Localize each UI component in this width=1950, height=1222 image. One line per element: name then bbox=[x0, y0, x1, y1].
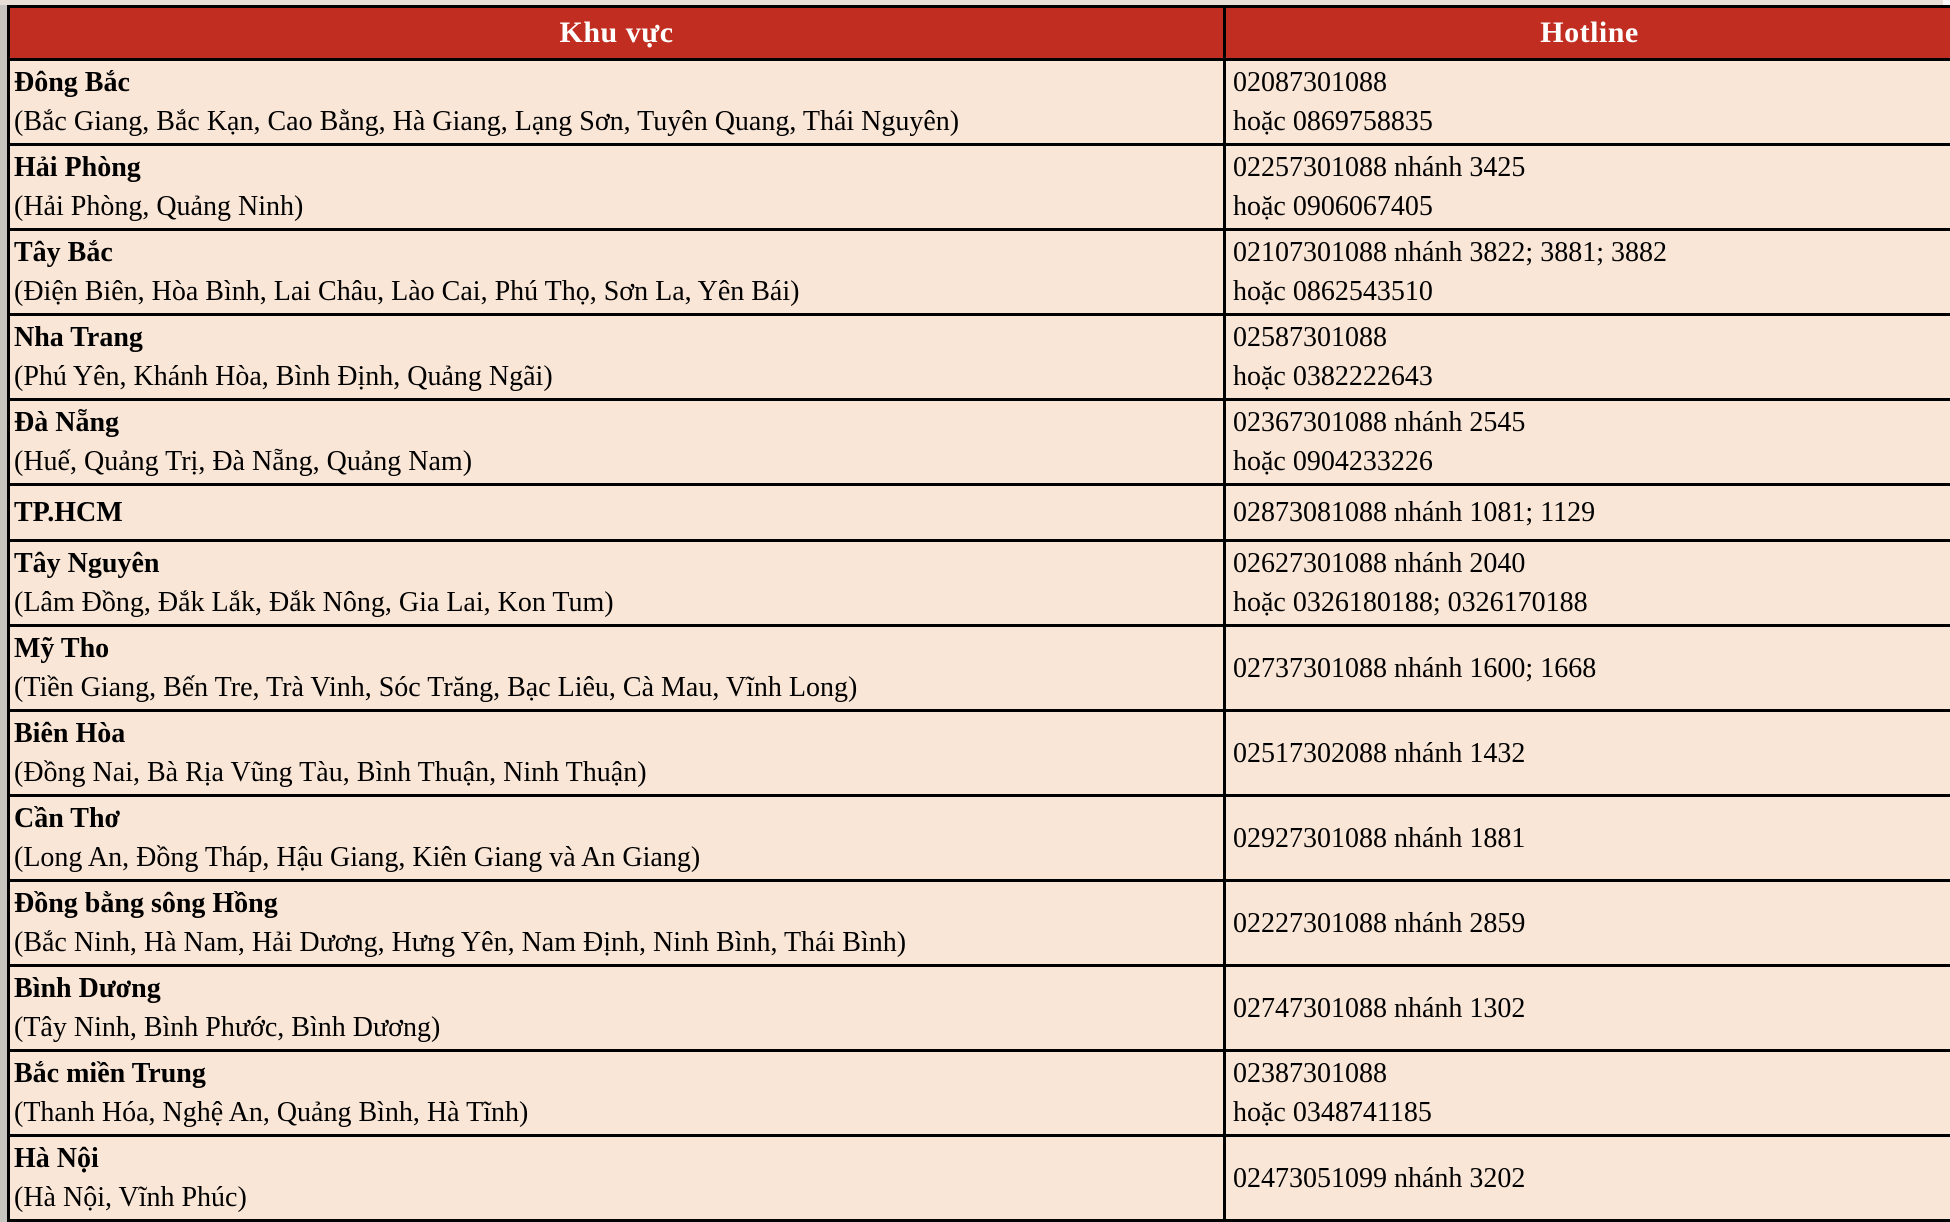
region-name: Hà Nội bbox=[14, 1139, 1215, 1178]
hotline-number: 02107301088 nhánh 3822; 3881; 3882 bbox=[1233, 233, 1945, 272]
region-cell bbox=[9, 1136, 1225, 1221]
hotline-number: 02387301088 bbox=[1233, 1054, 1945, 1093]
region-cell bbox=[9, 230, 1225, 315]
table-row bbox=[9, 881, 1950, 966]
region-name: Tây Bắc bbox=[14, 233, 1215, 272]
hotline-cell bbox=[1225, 315, 1950, 400]
region-cell bbox=[9, 966, 1225, 1051]
province-list: (Long An, Đồng Tháp, Hậu Giang, Kiên Giang và An Giang) bbox=[14, 838, 1215, 877]
region-name: Nha Trang bbox=[14, 318, 1215, 357]
region-cell bbox=[9, 881, 1225, 966]
hotline-alternate-number: hoặc 0906067405 bbox=[1233, 187, 1945, 226]
hotline-cell bbox=[1225, 60, 1950, 145]
table-row bbox=[9, 400, 1950, 485]
hotline-cell bbox=[1225, 796, 1950, 881]
hotline-cell bbox=[1225, 881, 1950, 966]
hotline-cell bbox=[1225, 966, 1950, 1051]
province-list: (Phú Yên, Khánh Hòa, Bình Định, Quảng Ngãi) bbox=[14, 357, 1215, 396]
hotline-number: 02257301088 nhánh 3425 bbox=[1233, 148, 1945, 187]
hotline-number: 02087301088 bbox=[1233, 63, 1945, 102]
hotline-table bbox=[7, 5, 1950, 1222]
table-row bbox=[9, 485, 1950, 541]
hotline-cell bbox=[1225, 485, 1950, 541]
hotline-alternate-number: hoặc 0348741185 bbox=[1233, 1093, 1945, 1132]
hotline-cell bbox=[1225, 541, 1950, 626]
region-name: Tây Nguyên bbox=[14, 544, 1215, 583]
hotline-number: 02227301088 nhánh 2859 bbox=[1233, 904, 1945, 943]
region-name: Biên Hòa bbox=[14, 714, 1215, 753]
region-cell bbox=[9, 60, 1225, 145]
table-row bbox=[9, 315, 1950, 400]
region-name: Bình Dương bbox=[14, 969, 1215, 1008]
hotline-number: 02627301088 nhánh 2040 bbox=[1233, 544, 1945, 583]
region-name: TP.HCM bbox=[14, 493, 1215, 532]
province-list: (Lâm Đồng, Đắk Lắk, Đắk Nông, Gia Lai, Kon Tum) bbox=[14, 583, 1215, 622]
column-header-region: Khu vực bbox=[9, 7, 1225, 60]
table-body bbox=[9, 60, 1950, 1221]
hotline-alternate-number: hoặc 0862543510 bbox=[1233, 272, 1945, 311]
hotline-cell bbox=[1225, 1136, 1950, 1221]
province-list: (Bắc Ninh, Hà Nam, Hải Dương, Hưng Yên, Nam Định, Ninh Bình, Thái Bình) bbox=[14, 923, 1215, 962]
region-name: Đông Bắc bbox=[14, 63, 1215, 102]
hotline-number: 02737301088 nhánh 1600; 1668 bbox=[1233, 649, 1945, 688]
region-cell bbox=[9, 626, 1225, 711]
region-cell bbox=[9, 315, 1225, 400]
hotline-number: 02927301088 nhánh 1881 bbox=[1233, 819, 1945, 858]
hotline-number: 02367301088 nhánh 2545 bbox=[1233, 403, 1945, 442]
table-row bbox=[9, 626, 1950, 711]
hotline-cell bbox=[1225, 626, 1950, 711]
province-list: (Thanh Hóa, Nghệ An, Quảng Bình, Hà Tĩnh) bbox=[14, 1093, 1215, 1132]
province-list: (Tiền Giang, Bến Tre, Trà Vinh, Sóc Trăng, Bạc Liêu, Cà Mau, Vĩnh Long) bbox=[14, 668, 1215, 707]
province-list: (Đồng Nai, Bà Rịa Vũng Tàu, Bình Thuận, Ninh Thuận) bbox=[14, 753, 1215, 792]
province-list: (Huế, Quảng Trị, Đà Nẵng, Quảng Nam) bbox=[14, 442, 1215, 481]
region-cell bbox=[9, 1051, 1225, 1136]
province-list: (Bắc Giang, Bắc Kạn, Cao Bằng, Hà Giang, Lạng Sơn, Tuyên Quang, Thái Nguyên) bbox=[14, 102, 1215, 141]
region-name: Đồng bằng sông Hồng bbox=[14, 884, 1215, 923]
province-list: (Hải Phòng, Quảng Ninh) bbox=[14, 187, 1215, 226]
region-cell bbox=[9, 541, 1225, 626]
hotline-number: 02473051099 nhánh 3202 bbox=[1233, 1159, 1945, 1198]
region-cell bbox=[9, 145, 1225, 230]
hotline-alternate-number: hoặc 0904233226 bbox=[1233, 442, 1945, 481]
hotline-cell bbox=[1225, 145, 1950, 230]
region-name: Đà Nẵng bbox=[14, 403, 1215, 442]
table-header bbox=[9, 7, 1950, 60]
hotline-number: 02587301088 bbox=[1233, 318, 1945, 357]
hotline-cell bbox=[1225, 1051, 1950, 1136]
region-name: Cần Thơ bbox=[14, 799, 1215, 838]
region-cell bbox=[9, 400, 1225, 485]
table-row bbox=[9, 796, 1950, 881]
table-row bbox=[9, 541, 1950, 626]
region-name: Mỹ Tho bbox=[14, 629, 1215, 668]
region-name: Bắc miền Trung bbox=[14, 1054, 1215, 1093]
hotline-number: 02873081088 nhánh 1081; 1129 bbox=[1233, 493, 1945, 532]
table-row bbox=[9, 711, 1950, 796]
table-row bbox=[9, 966, 1950, 1051]
table-row bbox=[9, 60, 1950, 145]
hotline-number: 02747301088 nhánh 1302 bbox=[1233, 989, 1945, 1028]
region-name: Hải Phòng bbox=[14, 148, 1215, 187]
table-row bbox=[9, 145, 1950, 230]
province-list: (Điện Biên, Hòa Bình, Lai Châu, Lào Cai, Phú Thọ, Sơn La, Yên Bái) bbox=[14, 272, 1215, 311]
province-list: (Tây Ninh, Bình Phước, Bình Dương) bbox=[14, 1008, 1215, 1047]
province-list: (Hà Nội, Vĩnh Phúc) bbox=[14, 1178, 1215, 1217]
column-header-hotline: Hotline bbox=[1225, 7, 1950, 60]
hotline-cell bbox=[1225, 711, 1950, 796]
table-header-row bbox=[9, 7, 1950, 60]
hotline-alternate-number: hoặc 0382222643 bbox=[1233, 357, 1945, 396]
hotline-cell bbox=[1225, 400, 1950, 485]
table-row bbox=[9, 1136, 1950, 1221]
hotline-cell bbox=[1225, 230, 1950, 315]
region-cell bbox=[9, 796, 1225, 881]
table-row bbox=[9, 230, 1950, 315]
region-cell bbox=[9, 485, 1225, 541]
hotline-alternate-number: hoặc 0869758835 bbox=[1233, 102, 1945, 141]
hotline-number: 02517302088 nhánh 1432 bbox=[1233, 734, 1945, 773]
region-cell bbox=[9, 711, 1225, 796]
hotline-alternate-number: hoặc 0326180188; 0326170188 bbox=[1233, 583, 1945, 622]
table-row bbox=[9, 1051, 1950, 1136]
